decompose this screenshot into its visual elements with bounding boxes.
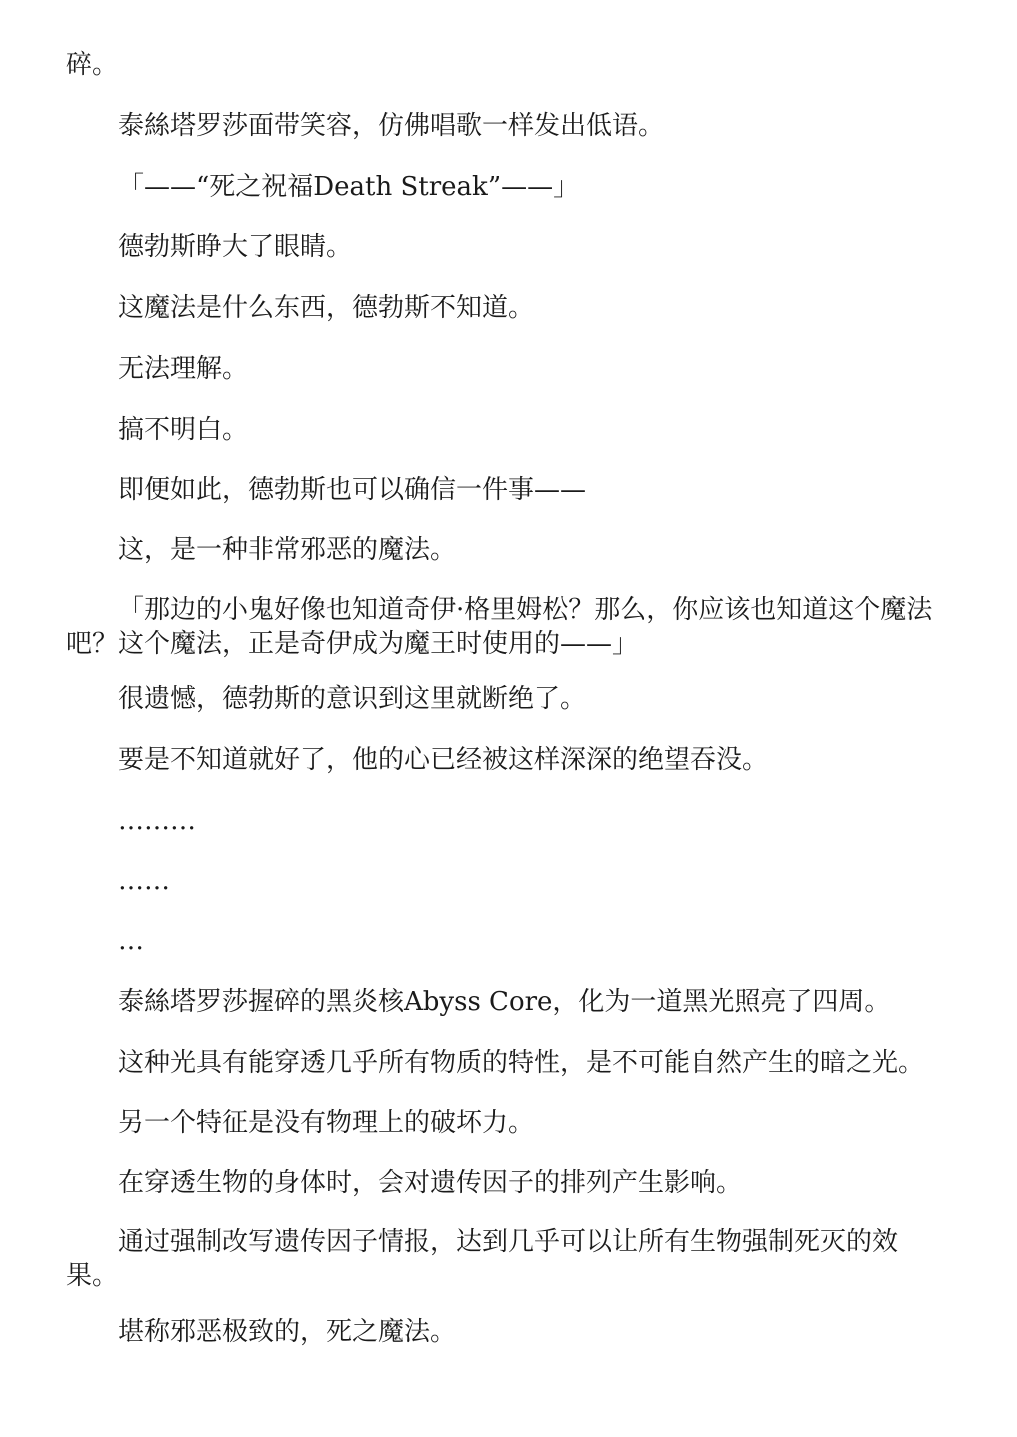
- paragraph: 在穿透生物的身体时，会对遗传因子的排列产生影响。: [118, 1168, 743, 1198]
- paragraph: 碎。: [66, 50, 119, 80]
- paragraph: ……: [118, 866, 170, 896]
- paragraph: 泰絲塔罗莎面带笑容，仿佛唱歌一样发出低语。: [118, 111, 665, 141]
- paragraph: 堪称邪恶极致的，死之魔法。: [118, 1317, 457, 1347]
- paragraph: …: [118, 926, 144, 956]
- paragraph: 这种光具有能穿透几乎所有物质的特性，是不可能自然产生的暗之光。: [118, 1048, 925, 1078]
- paragraph: 要是不知道就好了，他的心已经被这样深深的绝望吞没。: [118, 745, 769, 775]
- paragraph: 无法理解。: [118, 354, 249, 384]
- paragraph: 很遗憾，德勃斯的意识到这里就断绝了。: [118, 684, 587, 714]
- paragraph: 这，是一种非常邪恶的魔法。: [118, 535, 457, 565]
- paragraph: 另一个特征是没有物理上的破坏力。: [118, 1108, 535, 1138]
- paragraph: 「——“死之祝福Death Streak”——」: [118, 172, 580, 202]
- paragraph: 这魔法是什么东西，德勃斯不知道。: [118, 293, 535, 323]
- paragraph: 「那边的小鬼好像也知道奇伊·格里姆松？那么，你应该也知道这个魔法吧？这个魔法，正是奇伊成为魔王时使用的——」: [66, 595, 933, 659]
- paragraph: 通过强制改写遗传因子情报，达到几乎可以让所有生物强制死灭的效果。: [66, 1227, 899, 1291]
- paragraph: 即便如此，德勃斯也可以确信一件事——: [118, 475, 587, 505]
- paragraph: 德勃斯睁大了眼睛。: [118, 232, 353, 262]
- paragraph: 搞不明白。: [118, 415, 249, 445]
- paragraph: 泰絲塔罗莎握碎的黑炎核Abyss Core，化为一道黑光照亮了四周。: [118, 987, 891, 1017]
- paragraph: ………: [118, 806, 196, 836]
